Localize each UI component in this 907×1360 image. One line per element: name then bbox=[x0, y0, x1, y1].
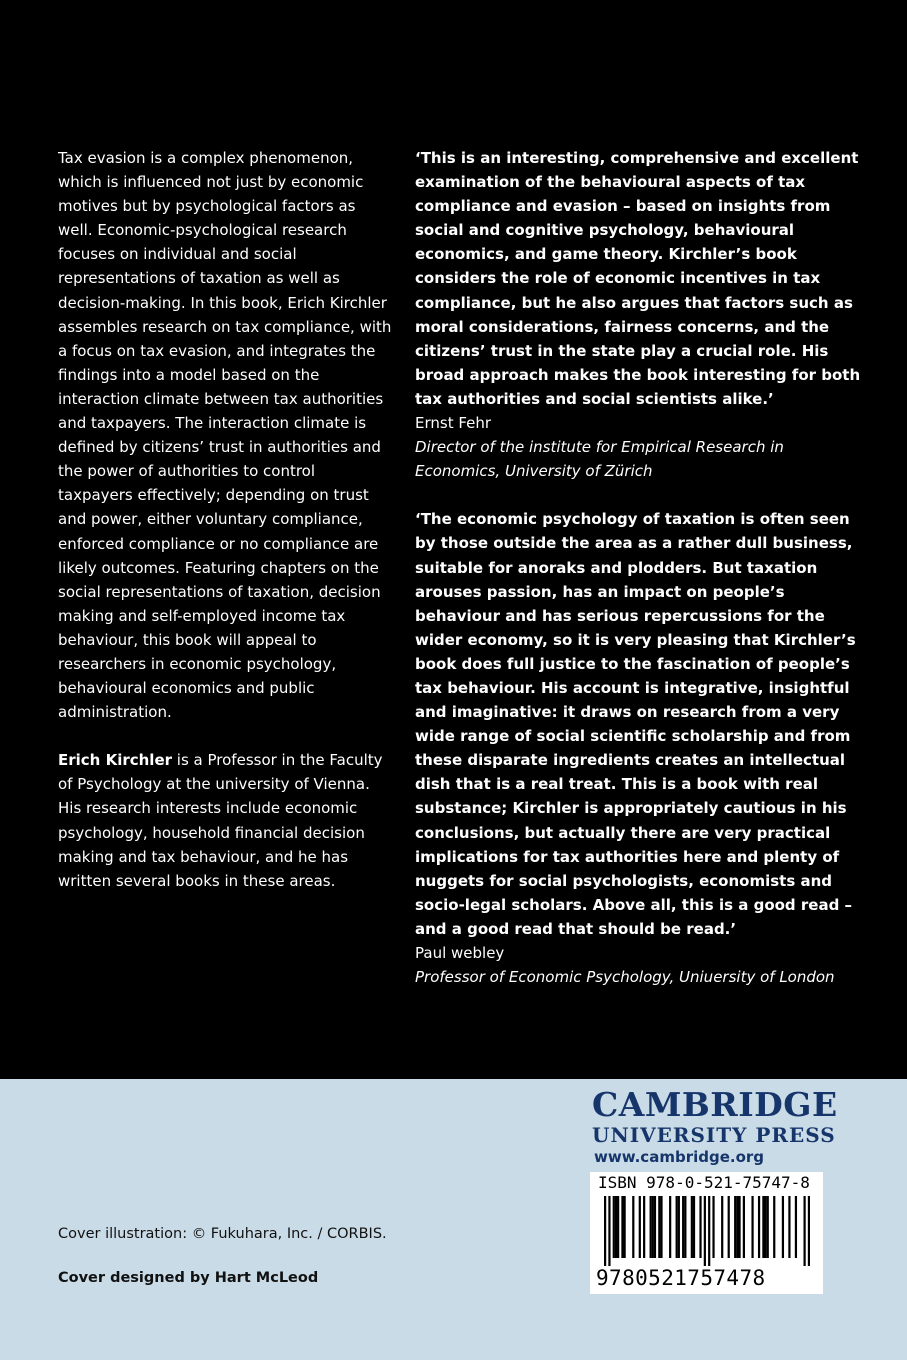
cover-illustration-credit: Cover illustration: © Fukuhara, Inc. / CORBIS. bbox=[58, 1226, 387, 1242]
barcode-number: 9780521757478 bbox=[596, 1266, 766, 1290]
book-blurb: Tax evasion is a complex phenomenon, which is influenced not just by economic motives but by psychological factors as well. Economic-psychological research focuses on individual and social representations of taxation as well as decision-making. In this book, Erich Kirchler assembles research on tax compliance, with a focus on tax evasion, and integrates the findings into a model based on the interaction climate between tax authorities and taxpayers. The interaction climate is defined by citizens’ trust in authorities and the power of authorities to control taxpayers effectively; depending on trust and power, either voluntary compliance, enforced compliance or no compliance are likely outcomes. Featuring chapters on the social representations of taxation, decision making and self-employed income tax behaviour, this book will appeal to researchers in economic psychology, behavioural economics and public administration. bbox=[58, 149, 392, 722]
barcode-bar bbox=[699, 1196, 701, 1258]
left-column bbox=[58, 146, 393, 893]
barcode-bar bbox=[660, 1196, 662, 1258]
endorsement bbox=[415, 507, 865, 989]
barcode-bar bbox=[608, 1196, 610, 1266]
endorsement-quote: ‘The economic psychology of taxation is often seen by those outside the area as a rather dull business, suitable for anoraks and plodders. But taxation arouses passion, has an impact on people’s behaviour and has serious repercussions for the wider economy, so it is very pleasing that Kirchler’s book does full justice to the fascination of people’s tax behaviour. His account is integrative, insightful and imaginative: it draws on research from a very wide range of social scientific scholarship and from these disparate ingredients creates an intellectual dish that is a real treat. This is a book with real substance; Kirchler is appropriately cautious in his conclusions, but actually there are very practical implications for tax authorities here and plenty of nuggets for social psychologists, economists and socio-legal scholars. Above all, this is a good read – and a good read that should be read.’ bbox=[415, 510, 856, 938]
endorsements bbox=[415, 146, 865, 989]
barcode-bar bbox=[654, 1196, 656, 1258]
barcode-bars bbox=[604, 1196, 810, 1266]
barcode-bar bbox=[615, 1196, 617, 1258]
isbn-barcode bbox=[590, 1172, 823, 1294]
barcode-bar bbox=[624, 1196, 626, 1258]
barcode-bar bbox=[721, 1196, 723, 1258]
barcode-bar bbox=[795, 1196, 797, 1258]
barcode-bar bbox=[767, 1196, 769, 1258]
barcode-bar bbox=[788, 1196, 790, 1258]
barcode-bar bbox=[621, 1196, 623, 1258]
barcode-bar bbox=[708, 1196, 710, 1266]
barcode-bar bbox=[764, 1196, 766, 1258]
publisher-url: www.cambridge.org bbox=[594, 1148, 765, 1166]
barcode-bar bbox=[782, 1196, 784, 1258]
barcode-bar bbox=[736, 1196, 738, 1258]
barcode-bar bbox=[639, 1196, 641, 1258]
barcode-bar bbox=[693, 1196, 695, 1258]
author-name: Erich Kirchler bbox=[58, 751, 173, 770]
endorsement-quote: ‘This is an interesting, comprehensive and excellent examination of the behavioural aspects of tax compliance and evasion – based on insights from social and cognitive psychology, behavioural economics, and game theory. Kirchler’s book considers the role of economic incentives in tax compliance, but he also argues that factors such as moral considerations, fairness concerns, and the citizens’ trust in the state play a crucial role. His broad approach makes the book interesting for both tax authorities and social scientists alike.’ bbox=[415, 149, 861, 408]
barcode-bar bbox=[676, 1196, 678, 1258]
barcode-bar bbox=[617, 1196, 619, 1258]
endorser-name: Ernst Fehr bbox=[415, 414, 492, 433]
barcode-bar bbox=[704, 1196, 706, 1266]
barcode-bar bbox=[738, 1196, 740, 1258]
barcode-bar bbox=[773, 1196, 775, 1258]
endorser-role: Director of the institute for Empirical Research in Economics, University of Zürich bbox=[415, 438, 784, 481]
publisher-name: CAMBRIDGE bbox=[592, 1085, 838, 1124]
barcode-bar bbox=[728, 1196, 730, 1258]
barcode-bar bbox=[684, 1196, 686, 1258]
endorser-role: Professor of Economic Psychology, Uniuersity of London bbox=[415, 968, 835, 987]
barcode-bar bbox=[678, 1196, 680, 1258]
publisher-subname: UNIVERSITY PRESS bbox=[592, 1123, 836, 1147]
barcode-bar bbox=[712, 1196, 714, 1258]
endorsement bbox=[415, 146, 865, 483]
author-bio bbox=[58, 748, 393, 893]
barcode-bar bbox=[658, 1196, 660, 1258]
cover-design-credit: Cover designed by Hart McLeod bbox=[58, 1270, 319, 1286]
barcode-bar bbox=[803, 1196, 805, 1266]
barcode-bar bbox=[751, 1196, 753, 1258]
barcode-bar bbox=[808, 1196, 810, 1266]
barcode-bar bbox=[734, 1196, 736, 1258]
publisher-logo bbox=[592, 1085, 838, 1147]
barcode-bar bbox=[669, 1196, 671, 1258]
barcode-bar bbox=[650, 1196, 652, 1258]
barcode-bar bbox=[758, 1196, 760, 1258]
barcode-bar bbox=[743, 1196, 745, 1258]
isbn-label: ISBN 978-0-521-75747-8 bbox=[598, 1173, 810, 1192]
author-bio-text: is a Professor in the Faculty of Psychology at the university of Vienna. His research interests include economic psychology, household financial decision making and tax behaviour, and he has written several books in these areas. bbox=[58, 751, 383, 890]
barcode-bar bbox=[762, 1196, 764, 1258]
barcode-bar bbox=[604, 1196, 606, 1266]
barcode-bar bbox=[632, 1196, 634, 1258]
barcode-bar bbox=[652, 1196, 654, 1258]
barcode-bar bbox=[682, 1196, 684, 1258]
endorser-name: Paul webley bbox=[415, 944, 505, 962]
barcode-bar bbox=[643, 1196, 645, 1258]
barcode-bar bbox=[691, 1196, 693, 1258]
barcode-bar bbox=[613, 1196, 615, 1258]
